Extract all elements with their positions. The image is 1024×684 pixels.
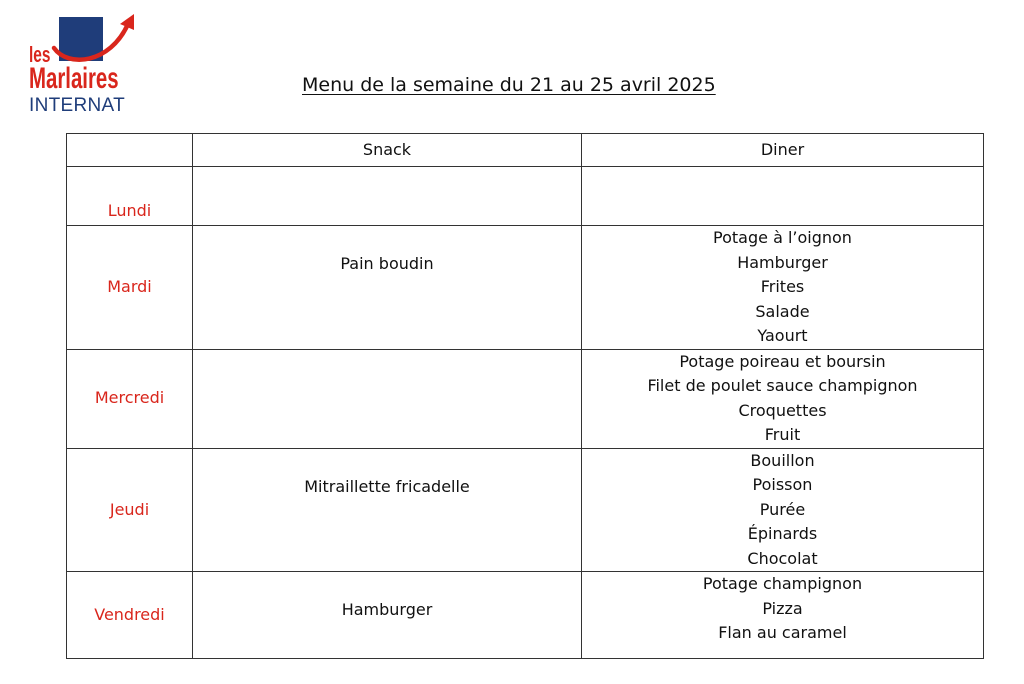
- dish-item: Frites: [760, 277, 805, 296]
- day-label: Lundi: [107, 200, 152, 220]
- logo-text-marlaires: Marlaires: [29, 62, 119, 95]
- logo-text-les: les: [29, 42, 51, 67]
- dish-item: Poisson: [752, 475, 813, 494]
- dish-item: Potage poireau et boursin: [679, 351, 886, 371]
- dish-item: Potage à l’oignon: [713, 228, 852, 247]
- snack-cell: [193, 572, 582, 659]
- snack-cell: [193, 226, 582, 350]
- dish-item: Flan au caramel: [718, 623, 847, 642]
- header-row: [67, 134, 984, 167]
- header-diner: Diner: [582, 134, 984, 167]
- table-row: [67, 448, 984, 572]
- day-cell: [67, 349, 193, 448]
- header-snack: Snack: [193, 134, 582, 167]
- dish-item: Croquettes: [738, 400, 827, 420]
- dish-item: Pizza: [762, 598, 803, 618]
- day-label: Mercredi: [94, 388, 165, 408]
- table-row: [67, 226, 984, 350]
- header-day: [67, 134, 193, 167]
- day-cell: [67, 448, 193, 572]
- dish-item: Salade: [755, 301, 810, 321]
- dish-item: Filet de poulet sauce champignon: [647, 376, 918, 395]
- dish-item: Chocolat: [747, 548, 818, 568]
- day-label: Vendredi: [94, 604, 165, 624]
- diner-cell: [582, 349, 984, 448]
- snack-cell: [193, 167, 582, 226]
- page-title: Menu de la semaine du 21 au 25 avril 2025: [302, 74, 716, 96]
- snack-item: Hamburger: [341, 600, 433, 619]
- dish-item: Épinards: [747, 524, 818, 543]
- snack-cell: [193, 349, 582, 448]
- day-label: Jeudi: [109, 499, 150, 519]
- logo: [26, 10, 138, 118]
- diner-cell: [582, 226, 984, 350]
- dish-item: Purée: [759, 499, 806, 519]
- diner-cell: [582, 167, 984, 226]
- dish-item: Hamburger: [737, 252, 828, 272]
- dish-item: Yaourt: [757, 326, 808, 345]
- table-row: [67, 167, 984, 226]
- snack-item: Pain boudin: [340, 254, 434, 273]
- day-cell: [67, 226, 193, 350]
- menu-table: [66, 133, 984, 659]
- diner-cell: [582, 448, 984, 572]
- day-cell: [67, 167, 193, 226]
- day-cell: [67, 572, 193, 659]
- table-row: [67, 572, 984, 659]
- dish-item: Potage champignon: [702, 574, 863, 593]
- day-label: Mardi: [107, 277, 152, 296]
- dish-item: Bouillon: [750, 450, 815, 470]
- snack-item: Mitraillette fricadelle: [304, 476, 470, 496]
- table-row: [67, 349, 984, 448]
- snack-cell: [193, 448, 582, 572]
- diner-cell: [582, 572, 984, 659]
- logo-text-internat: INTERNAT: [29, 95, 125, 116]
- dish-item: Fruit: [764, 425, 801, 444]
